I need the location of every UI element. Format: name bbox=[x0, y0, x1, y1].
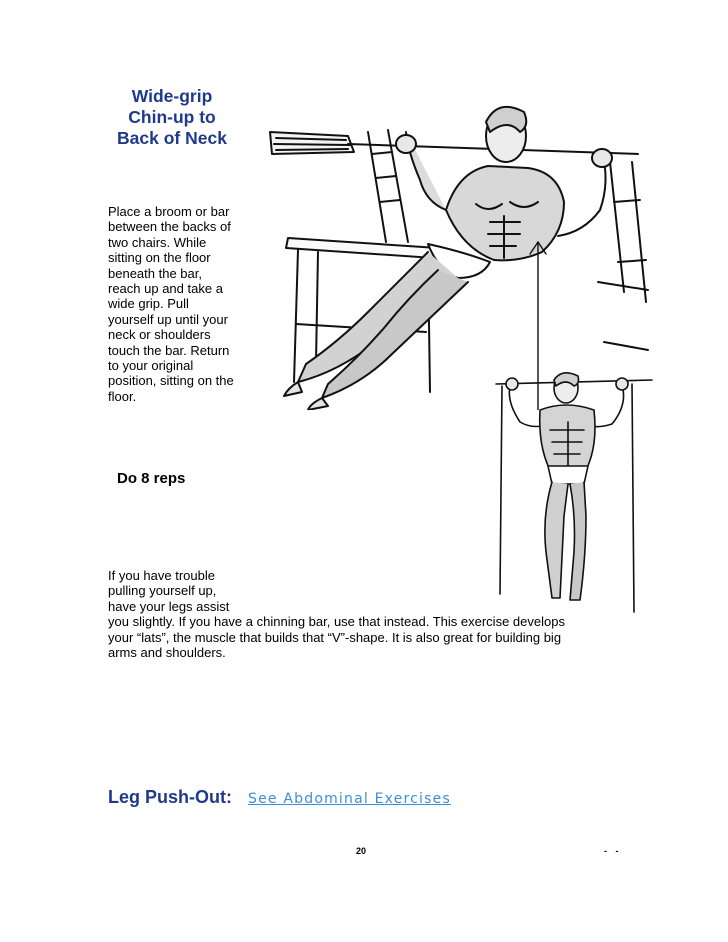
instruction-line: beneath the bar, bbox=[108, 265, 202, 281]
instruction-line: to your original bbox=[108, 358, 194, 374]
instruction-line: floor. bbox=[108, 388, 137, 404]
chinning-bar-illustration bbox=[490, 366, 660, 616]
instruction-line: wide grip. Pull bbox=[108, 296, 189, 312]
instruction-line: touch the bar. Return bbox=[108, 342, 230, 358]
tip-line: you slightly. If you have a chinning bar, use that instead. This exercise develops bbox=[108, 614, 565, 630]
instruction-line: two chairs. While bbox=[108, 234, 207, 250]
instruction-line: position, sitting on the bbox=[108, 373, 234, 389]
instruction-line: between the backs of bbox=[108, 219, 231, 235]
footer-marks: - - bbox=[604, 846, 622, 856]
subheading: Leg Push-Out: bbox=[108, 787, 232, 807]
instruction-line: sitting on the floor bbox=[108, 250, 211, 266]
instruction-line: neck or shoulders bbox=[108, 327, 211, 343]
subheading-row bbox=[108, 787, 451, 808]
tip-line: have your legs assist bbox=[108, 598, 230, 614]
broom-chinup-illustration bbox=[258, 92, 650, 410]
tip-line: If you have trouble bbox=[108, 568, 215, 583]
page-number: 20 bbox=[356, 846, 367, 856]
title-line: Chin-up to bbox=[128, 107, 216, 127]
reps-label: Do 8 reps bbox=[117, 470, 186, 487]
instructions-paragraph bbox=[108, 204, 258, 404]
instruction-line: reach up and take a bbox=[108, 281, 223, 297]
instruction-line: yourself up until your bbox=[108, 311, 228, 327]
exercise-title bbox=[112, 86, 232, 149]
instruction-line: Place a broom or bar bbox=[108, 204, 230, 219]
tip-line: arms and shoulders. bbox=[108, 645, 226, 661]
abdominal-exercises-link[interactable]: See Abdominal Exercises bbox=[248, 791, 451, 807]
tip-line: your “lats”, the muscle that builds that “V”-shape. It is also great for building big bbox=[108, 629, 562, 645]
title-line: Wide-grip bbox=[131, 86, 213, 106]
title-line: Back of Neck bbox=[117, 128, 227, 148]
tip-line: pulling yourself up, bbox=[108, 583, 217, 599]
